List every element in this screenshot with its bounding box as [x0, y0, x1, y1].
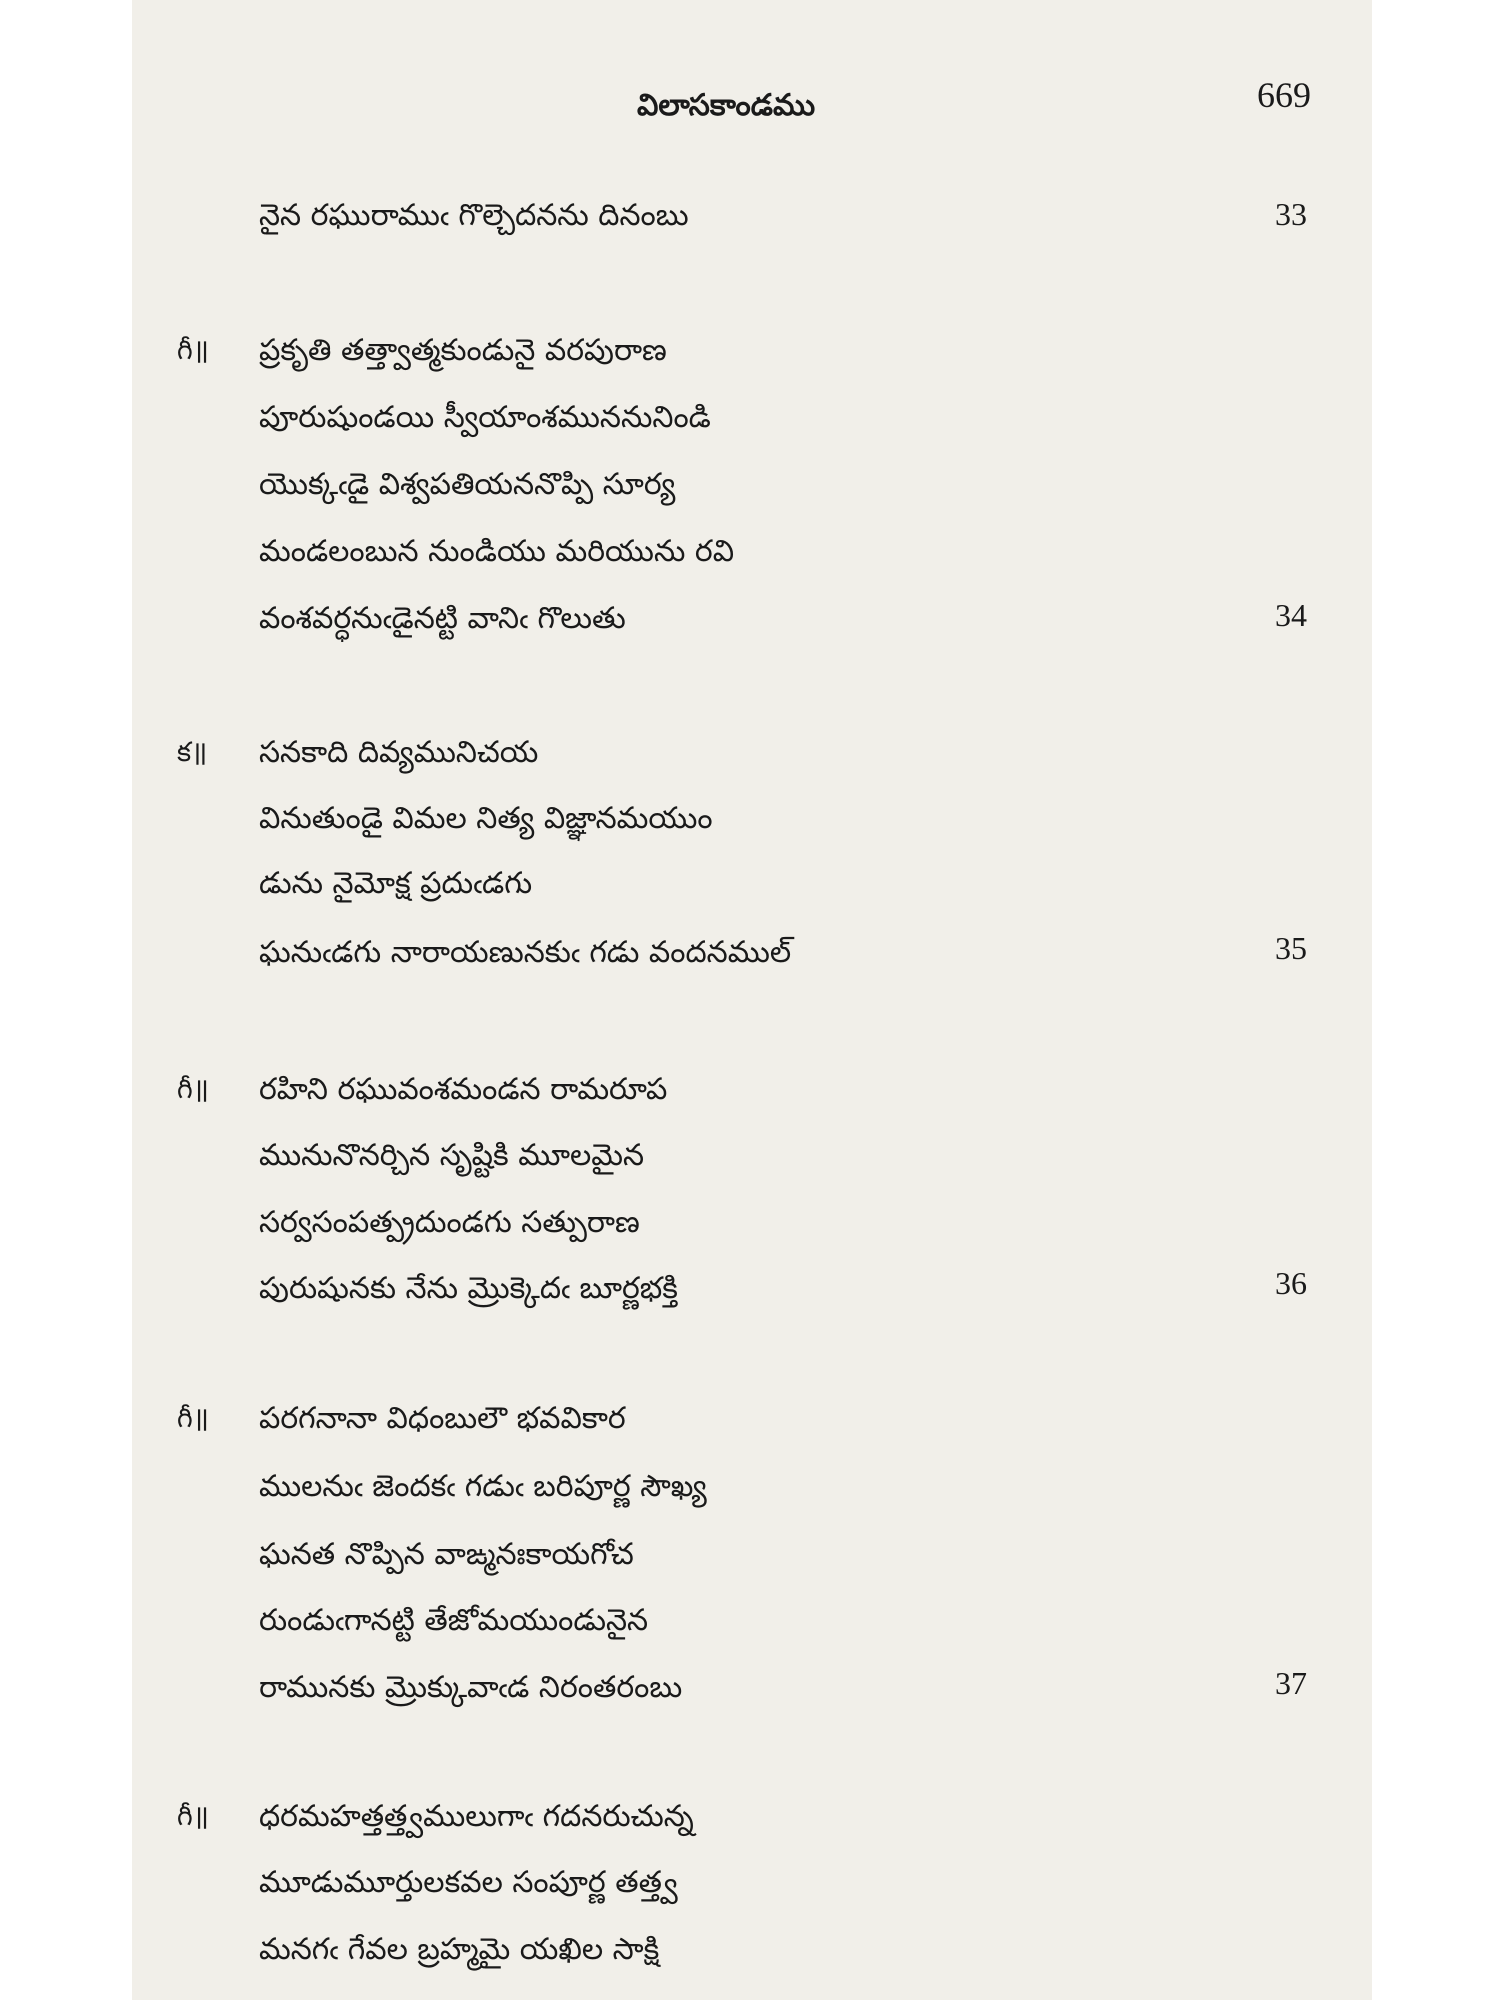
verse-line: నైన రఘురాముఁ గొల్చెదనను దినంబు — [259, 198, 689, 233]
verse-number: 37 — [1275, 1665, 1307, 1701]
verse-line: వంశవర్ధనుఁడైనట్టి వానిఁ గొలుతు — [259, 601, 626, 636]
meter-label: గీ॥ — [177, 335, 209, 366]
verse-line: పూరుషుండయి స్వీయాంశముననునిండి — [259, 400, 711, 435]
meter-label: క॥ — [177, 737, 208, 768]
verse-line: మూడుమూర్తులకవల సంపూర్ణ తత్త్వ — [259, 1865, 678, 1900]
verse-line: ధరమహత్తత్త్వములుగాఁ గదనరుచున్న — [259, 1799, 694, 1834]
meter-label: గీ॥ — [177, 1403, 209, 1434]
verse-line: ప్రకృతి తత్త్వాత్మకుండునై వరపురాణ — [259, 333, 667, 368]
verse-line: మనగఁ గేవల బ్రహ్మమై యఖిల సాక్షి — [259, 1932, 660, 1967]
verse-line: సనకాది దివ్యమునిచయ — [259, 735, 539, 770]
verse-line: రామునకు మ్రొక్కువాఁడ నిరంతరంబు — [259, 1670, 683, 1705]
verse-number: 36 — [1275, 1265, 1307, 1301]
verse-line: డును నైమోక్ష ప్రదుఁడగు — [259, 866, 533, 901]
verse-line: ములనుఁ జెందకఁ గడుఁ బరిపూర్ణ సౌఖ్య — [259, 1469, 707, 1504]
meter-label: గీ॥ — [177, 1074, 209, 1105]
verse-number: 34 — [1275, 597, 1307, 633]
verse-line: సర్వసంపత్ప్రదుండగు సత్పురాణ — [259, 1205, 640, 1240]
verse-line: మునునొనర్చిన సృష్టికి మూలమైన — [259, 1138, 645, 1173]
verse-line: రుండుఁగానట్టి తేజోమయుండునైన — [259, 1603, 649, 1638]
verse-line: పరగనానా విధంబులౌ భవవికార — [259, 1401, 626, 1436]
running-header-title: విలాసకాండము — [637, 88, 816, 123]
verse-line: ఘనుఁడగు నారాయణునకుఁ గడు వందనముల్ — [259, 935, 792, 970]
verse-line: మండలంబున నుండియు మరియును రవి — [259, 534, 735, 569]
meter-label: గీ॥ — [177, 1801, 209, 1832]
verse-line: ఘనత నొప్పిన వాఙ్మనఃకాయగోచ — [259, 1537, 634, 1572]
verse-line: వినుతుండై విమల నిత్య విజ్ఞానమయుం — [259, 801, 713, 836]
page-number: 669 — [1257, 75, 1311, 115]
verse-line: రహిని రఘువంశమండన రామరూప — [259, 1072, 668, 1107]
verse-number: 35 — [1275, 930, 1307, 966]
verse-number: 33 — [1275, 196, 1307, 232]
verse-line: పురుషునకు నేను మ్రొక్కెదఁ బూర్ణభక్తి — [259, 1271, 678, 1306]
book-page — [132, 0, 1372, 2000]
verse-line: యొక్కఁడై విశ్వపతియననొప్పి సూర్య — [259, 467, 676, 502]
